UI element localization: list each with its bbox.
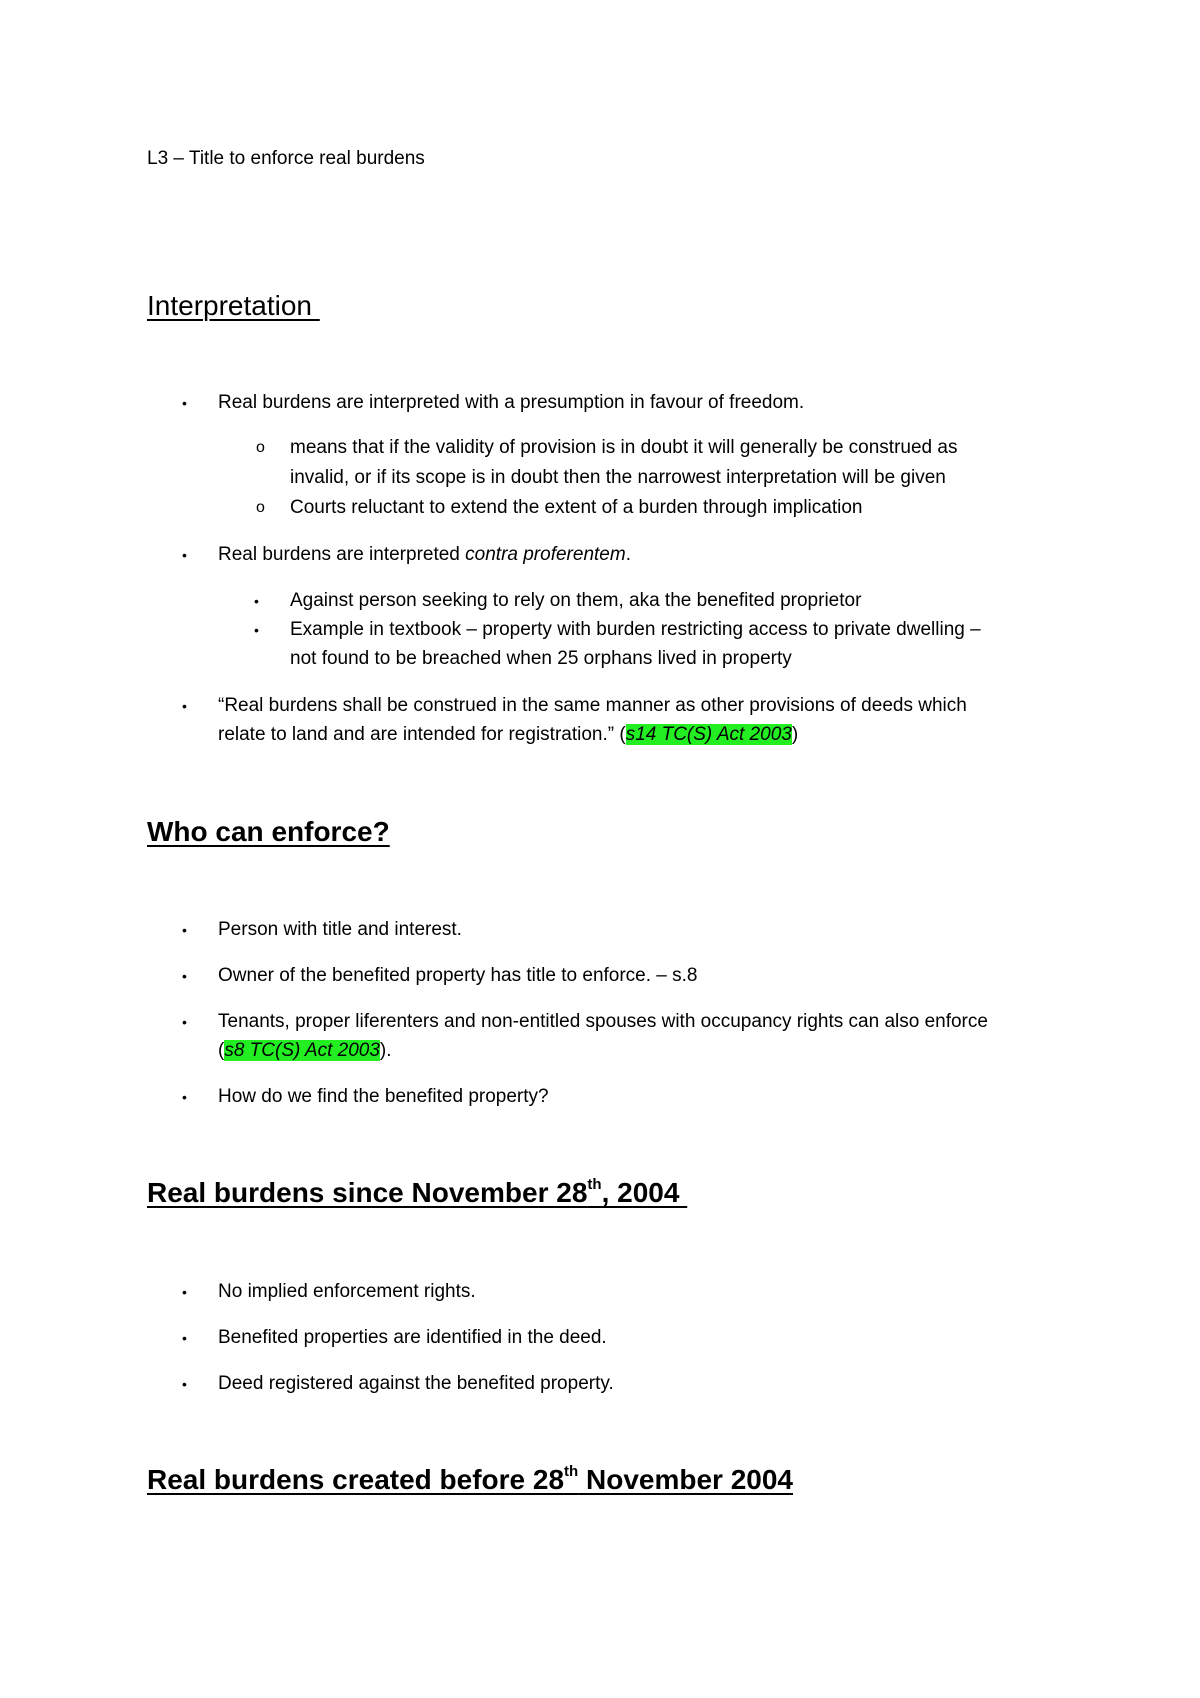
bullet-icon: • [182, 1330, 187, 1346]
heading-who-can-enforce: Who can enforce? [147, 816, 390, 847]
who-bullet-3-post: ). [379, 1040, 392, 1061]
interp-bullet-3-line-1: “Real burdens shall be construed in the same manner as other provisions of deeds which [218, 695, 967, 716]
heading-before-post: November 2004 [578, 1464, 794, 1495]
heading-since-post: , 2004 [601, 1177, 688, 1208]
interp-sub-2: Courts reluctant to extend the extent of a burden through implication [290, 497, 863, 518]
heading-since-2004 [147, 1176, 687, 1210]
bullet-icon: • [182, 1284, 187, 1300]
bullet-icon: • [182, 1014, 187, 1030]
interp-bullet-2-post: . [625, 544, 631, 565]
heading-since-pre: Real burdens since November 28 [147, 1177, 588, 1208]
bullet-icon: • [182, 547, 187, 563]
bullet-icon: • [182, 395, 187, 411]
statute-citation-highlight: s14 TC(S) Act 2003 [625, 724, 792, 745]
interp-bullet-2-pre: Real burdens are interpreted [218, 544, 466, 565]
who-bullet-3-pre: ( [218, 1040, 225, 1061]
who-bullet-3-line-2 [218, 1039, 392, 1063]
bullet-icon: • [182, 698, 187, 714]
who-bullet-4: How do we find the benefited property? [218, 1086, 549, 1107]
circle-bullet-icon: o [256, 439, 265, 456]
who-bullet-2: Owner of the benefited property has title to enforce. – s.8 [218, 965, 698, 986]
interp-bullet-3-line-2 [218, 723, 798, 747]
interp-bullet-1: Real burdens are interpreted with a presumption in favour of freedom. [218, 392, 805, 413]
bullet-icon: • [182, 922, 187, 938]
document-title: L3 – Title to enforce real burdens [147, 148, 425, 169]
heading-before-2004 [147, 1463, 793, 1497]
interp-bullet-2 [218, 543, 631, 567]
interp-sub-4-line-2: not found to be breached when 25 orphans lived in property [290, 648, 792, 669]
who-bullet-1: Person with title and interest. [218, 919, 462, 940]
heading-before-pre: Real burdens created before 28 [147, 1464, 565, 1495]
interp-sub-4-line-1: Example in textbook – property with burden restricting access to private dwelling – [290, 619, 981, 640]
bullet-icon: • [254, 593, 259, 609]
who-bullet-3-line-1: Tenants, proper liferenters and non-entitled spouses with occupancy rights can also enforce [218, 1011, 988, 1032]
interp-bullet-3-pre: relate to land and are intended for registration.” ( [218, 724, 626, 745]
bullet-icon: • [182, 1089, 187, 1105]
interp-sub-3: Against person seeking to rely on them, aka the benefited proprietor [290, 590, 862, 611]
interp-sub-1-line-2: invalid, or if its scope is in doubt then the narrowest interpretation will be given [290, 467, 946, 488]
bullet-icon: • [182, 1376, 187, 1392]
statute-citation-highlight: s8 TC(S) Act 2003 [224, 1040, 380, 1061]
circle-bullet-icon: o [256, 499, 265, 516]
heading-before-sup: th [564, 1463, 579, 1480]
heading-interpretation: Interpretation [147, 290, 320, 321]
since-bullet-3: Deed registered against the benefited property. [218, 1373, 614, 1394]
bullet-icon: • [182, 968, 187, 984]
interp-bullet-2-emphasis: contra proferentem [465, 544, 626, 565]
interp-bullet-3-post: ) [791, 724, 799, 745]
interp-sub-1-line-1: means that if the validity of provision is in doubt it will generally be construed as [290, 437, 958, 458]
since-bullet-2: Benefited properties are identified in the deed. [218, 1327, 607, 1348]
bullet-icon: • [254, 622, 259, 638]
heading-since-sup: th [587, 1176, 602, 1193]
since-bullet-1: No implied enforcement rights. [218, 1281, 476, 1302]
